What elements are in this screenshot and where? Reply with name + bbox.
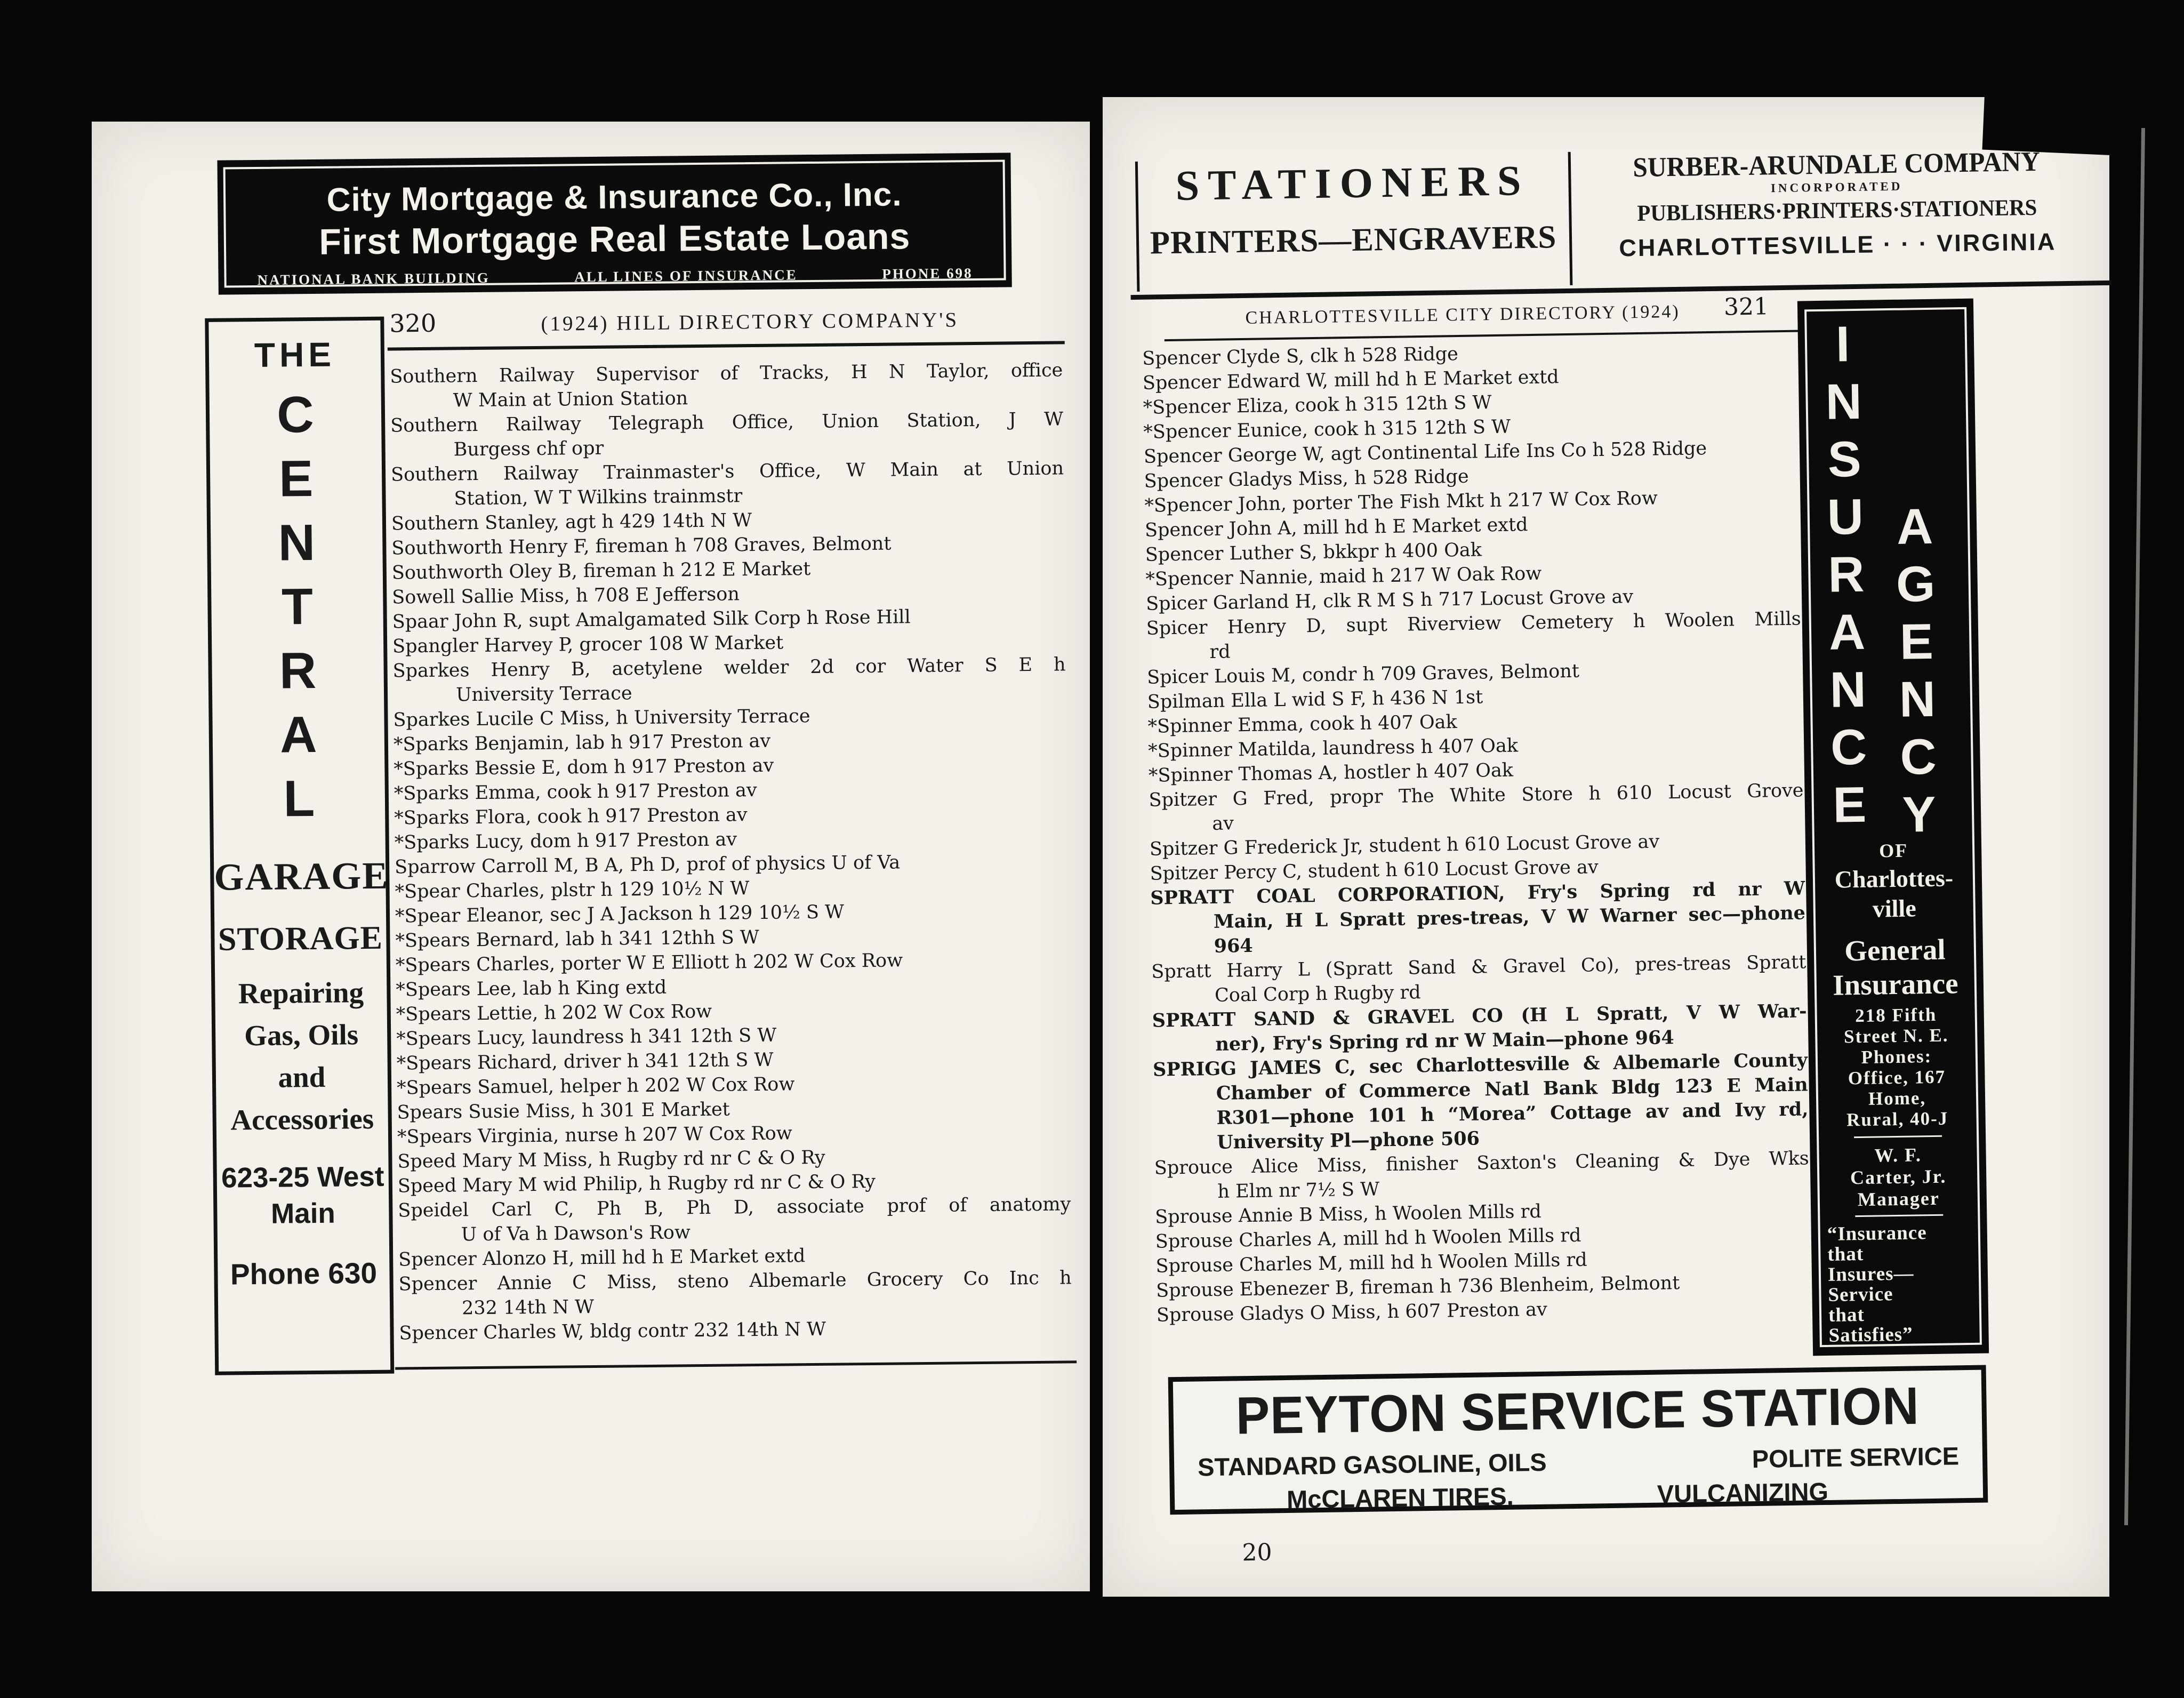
list-line: Home, — [1868, 1087, 1926, 1109]
list-line: Phones: — [1861, 1045, 1932, 1068]
entry-line: Sprouce Alice Miss, finisher Saxton's Cleaning & Dye Wks — [1154, 1148, 1810, 1179]
ad-insurance-label: Insurance — [1832, 967, 1958, 1002]
peyton-service-station-ad — [1168, 1365, 1988, 1515]
entry-line: *Spears Lucy, laundress h 341 12th S W — [396, 1024, 777, 1050]
list-line: Manager — [1857, 1187, 1940, 1211]
entry-line: Spitzer G Frederick Jr, student h 610 Locust Grove av — [1149, 831, 1660, 860]
entry-line: Sprouse Ebenezer B, fireman h 736 Blenheim, Belmont — [1155, 1272, 1680, 1302]
entry-line: Spitzer Percy C, student h 610 Locust Grove av — [1150, 856, 1599, 885]
ad-location-label: CHARLOTTESVILLE · · · VIRGINIA — [1618, 228, 2057, 262]
entry-line: Southern Railway Telegraph Office, Union Station, J W — [390, 409, 1064, 437]
list-line: Gas, Oils — [244, 1018, 359, 1052]
directory-entry — [391, 456, 1064, 511]
list-line: Accessories — [230, 1102, 374, 1136]
entry-line: *Spencer Nannie, maid h 217 W Oak Row — [1145, 563, 1542, 590]
directory-entry — [1153, 1048, 1809, 1156]
vertical-letter: E — [278, 450, 314, 508]
ad-city-name — [1806, 863, 1983, 925]
list-line: Rural, 40-J — [1846, 1108, 1949, 1131]
right-page-content — [1091, 90, 2121, 1604]
directory-entry — [1149, 778, 1804, 837]
vertical-letter: E — [1899, 613, 1934, 670]
page-number: 321 — [1723, 293, 1769, 321]
ad-left-column — [1142, 156, 1564, 262]
entry-line: Southern Stanley, agt h 429 14th N W — [391, 510, 752, 535]
ad-word-storage: STORAGE — [218, 919, 383, 958]
entry-line: *Spears Samuel, helper h 202 W Cox Row — [396, 1074, 795, 1099]
list-line: Insures— — [1827, 1262, 1914, 1286]
left-page — [92, 122, 1090, 1591]
ad-polite-service-label: POLITE SERVICE — [1752, 1441, 1960, 1473]
ad-lines-of-insurance: ALL LINES OF INSURANCE — [574, 267, 798, 285]
ad-word-garage: GARAGE — [213, 854, 389, 899]
entry-line: Spicer Henry D, supt Riverview Cemetery h Woolen Mills — [1146, 608, 1801, 639]
entry-line: *Sparks Flora, cook h 917 Preston av — [394, 804, 748, 829]
vertical-letter: E — [1832, 776, 1867, 833]
ad-phone: PHONE 698 — [882, 265, 973, 282]
entry-line: Southworth Oley B, fireman h 212 E Market — [391, 558, 811, 584]
entry-line: Spencer Gladys Miss, h 528 Ridge — [1144, 466, 1469, 492]
vertical-letter: A — [1828, 603, 1866, 660]
list-line: Charlottes- — [1834, 864, 1954, 893]
ad-gasoline-label: STANDARD GASOLINE, OILS — [1197, 1447, 1547, 1481]
directory-entry — [398, 1192, 1071, 1247]
entry-line: Spitzer G Fred, propr The White Store h 610 Locust Grove — [1149, 780, 1804, 811]
entry-line: Spencer George W, agt Continental Life Ins Co h 528 Ridge — [1143, 438, 1707, 468]
directory-entry — [1154, 1146, 1810, 1205]
entry-line: Sparkes Henry B, acetylene welder 2d cor Water S E h — [392, 654, 1066, 682]
entry-line: University Pl—phone 506 — [1216, 1127, 1480, 1154]
ad-address — [216, 1159, 389, 1233]
ad-address-phones — [1808, 1004, 1985, 1131]
vertical-letter: N — [1899, 670, 1936, 727]
ad-address: NATIONAL BANK BUILDING — [257, 269, 490, 288]
vertical-letter: A — [279, 706, 317, 764]
list-line: that — [1827, 1243, 1864, 1266]
list-line: and — [278, 1060, 326, 1094]
entry-line: *Spencer John, porter The Fish Mkt h 217 W Cox Row — [1144, 487, 1658, 517]
central-garage-ad — [205, 317, 394, 1375]
list-line: “Insurance — [1827, 1222, 1927, 1245]
ad-slogan — [1827, 1222, 1968, 1346]
ad-word-agency-vertical — [1884, 498, 1949, 844]
directory-entry — [1152, 999, 1807, 1058]
entry-line: *Sparks Benjamin, lab h 917 Preston av — [393, 730, 771, 756]
ad-phone: Phone 630 — [230, 1256, 378, 1291]
entry-line: W Main at Union Station — [453, 388, 688, 412]
directory-entry — [1150, 876, 1806, 959]
entry-line: R301—phone 101 h “Morea” Cottage av and Ivy rd, — [1216, 1098, 1809, 1129]
entry-line: *Spear Charles, plstr h 129 10½ N W — [395, 878, 750, 903]
ad-general-label: General — [1844, 933, 1946, 967]
vertical-letter: S — [1827, 430, 1862, 487]
list-line: Satisfies” — [1828, 1323, 1913, 1347]
entry-line: SPRIGG JAMES C, sec Charlottesville & Albemarle County — [1152, 1049, 1808, 1081]
entry-line: Spencer Annie C Miss, steno Albemarle Grocery Co Inc h — [398, 1267, 1072, 1295]
entry-line: Spencer John A, mill hd h E Market extd — [1144, 514, 1528, 541]
ad-station-name: PEYTON SERVICE STATION — [1235, 1376, 1920, 1446]
entry-line: *Spears Bernard, lab h 341 12thh S W — [395, 926, 759, 952]
entry-line: Sprouse Charles A, mill hd h Woolen Mills rd — [1155, 1224, 1581, 1253]
entry-line: SPRATT COAL CORPORATION, Fry's Spring rd nr W — [1150, 877, 1805, 909]
list-line: Street N. E. — [1843, 1024, 1949, 1047]
list-line: Service — [1828, 1283, 1893, 1306]
ad-company-name: SURBER-ARUNDALE COMPANY — [1632, 146, 2041, 183]
ad-printers-engravers-label: PRINTERS—ENGRAVERS — [1150, 219, 1557, 261]
header-rule — [388, 341, 1065, 350]
entry-line: Spencer Alonzo H, mill hd h E Market extd — [398, 1245, 806, 1271]
scan-edge-artifact — [2124, 128, 2145, 1525]
ad-right-column — [1580, 145, 2094, 262]
list-line: Carter, Jr. — [1850, 1165, 1947, 1189]
vertical-letter: G — [1896, 555, 1936, 612]
page-number: 320 — [389, 308, 437, 338]
scan-tear-artifact — [1982, 86, 2118, 156]
list-line: Repairing — [238, 976, 364, 1010]
list-line: W. F. — [1874, 1144, 1922, 1166]
vertical-letter: L — [283, 770, 315, 828]
entry-line: Spaar John R, supt Amalgamated Silk Corp h Rose Hill — [392, 606, 911, 633]
ad-vulcanizing-label: VULCANIZING — [1657, 1477, 1829, 1508]
directory-title: (1924) HILL DIRECTORY COMPANY'S — [541, 308, 959, 335]
ad-services — [215, 971, 388, 1141]
entry-line: Sprouse Annie B Miss, h Woolen Mills rd — [1154, 1200, 1542, 1228]
entry-line: Speed Mary M Miss, h Rugby rd nr C & O Ry — [397, 1147, 825, 1173]
list-line: Office, 167 — [1848, 1066, 1946, 1089]
vertical-letter: C — [1830, 718, 1867, 775]
entry-line: *Spears Charles, porter W E Elliott h 202 W Cox Row — [395, 950, 903, 976]
vertical-letter: C — [1899, 728, 1937, 785]
ad-word-central-vertical — [209, 382, 385, 832]
left-page-header — [389, 302, 1063, 338]
directory-entry — [392, 652, 1066, 708]
entry-line: *Sparks Bessie E, dom h 917 Preston av — [394, 755, 774, 780]
entry-line: 232 14th N W — [461, 1296, 595, 1319]
entry-line: Burgess chf opr — [453, 437, 604, 461]
entry-line: *Sparks Lucy, dom h 917 Preston av — [394, 829, 737, 854]
list-line: 218 Fifth — [1854, 1004, 1937, 1027]
entry-line: University Terrace — [455, 683, 632, 706]
vertical-letter: N — [278, 514, 316, 572]
entry-line: Sprouse Gladys O Miss, h 607 Preston av — [1156, 1299, 1548, 1326]
entry-line: *Spinner Matilda, laundress h 407 Oak — [1147, 735, 1519, 762]
city-mortgage-ad — [217, 153, 1011, 294]
entry-line: ner), Fry's Spring rd nr W Main—phone 964 — [1215, 1027, 1674, 1055]
vertical-letter: T — [281, 578, 314, 636]
entry-line: rd — [1209, 641, 1231, 663]
directory-entry — [390, 407, 1064, 462]
vertical-letter: Y — [1902, 786, 1937, 843]
ad-stationers-label: STATIONERS — [1175, 157, 1530, 210]
entry-line: av — [1211, 813, 1234, 835]
entry-line: *Spears Lettie, h 202 W Cox Row — [396, 1000, 712, 1026]
entry-line: U of Va h Dawson's Row — [461, 1222, 691, 1246]
entry-line: Speed Mary M wid Philip, h Rugby rd nr C & O Ry — [397, 1171, 876, 1197]
vertical-letter: N — [1825, 373, 1862, 430]
left-page-content — [85, 117, 1097, 1596]
entry-line: Southern Railway Supervisor of Tracks, H N Taylor, office — [390, 359, 1063, 388]
entry-line: *Spencer Eliza, cook h 315 12th S W — [1143, 392, 1492, 419]
folio-page-number: 20 — [1242, 1539, 1272, 1567]
vertical-letter: U — [1827, 488, 1864, 545]
entry-line: Southworth Henry F, fireman h 708 Graves, Belmont — [391, 533, 892, 559]
entry-line: Spicer Louis M, condr h 709 Graves, Belmont — [1146, 660, 1580, 688]
list-line: Main — [270, 1197, 336, 1230]
bottom-rule — [395, 1360, 1077, 1369]
entry-line: *Spear Eleanor, sec J A Jackson h 129 10½ S W — [395, 901, 845, 927]
entry-line: Spencer Luther S, bkkpr h 400 Oak — [1145, 539, 1482, 566]
right-page — [1103, 97, 2109, 1597]
entry-line: Spencer Edward W, mill hd h E Market extd — [1142, 366, 1559, 394]
entry-line: *Spencer Eunice, cook h 315 12th S W — [1143, 416, 1511, 443]
vertical-letter: A — [1896, 498, 1933, 555]
entry-line: Spicer Garland H, clk R M S h 717 Locust Grove av — [1145, 586, 1634, 615]
directory-entry — [398, 1266, 1072, 1321]
entry-line: Coal Corp h Rugby rd — [1214, 982, 1421, 1006]
entry-line: *Spears Lee, lab h King extd — [396, 976, 667, 1001]
entry-line: Spears Susie Miss, h 301 E Market — [397, 1099, 730, 1124]
directory-title: CHARLOTTESVILLE CITY DIRECTORY (1924) — [1245, 301, 1680, 328]
list-line: 623-25 West — [221, 1160, 384, 1194]
vertical-letter: C — [276, 386, 315, 444]
directory-entry — [1151, 950, 1806, 1008]
ad-tires-label: McCLAREN TIRES. — [1286, 1481, 1514, 1514]
vertical-letter: N — [1829, 661, 1867, 718]
entry-line: Spencer Charles W, bldg contr 232 14th N W — [399, 1318, 826, 1344]
vertical-letter: R — [1827, 546, 1865, 603]
entry-line: Spratt Harry L (Spratt Sand & Gravel Co), pres-treas Spratt — [1151, 951, 1806, 983]
entry-line: Sparkes Lucile C Miss, h University Terrace — [393, 706, 810, 731]
ad-bottom-rule — [1131, 281, 2112, 300]
entry-line: Sparrow Carroll M, B A, Ph D, prof of physics U of Va — [394, 852, 901, 878]
list-line: ville — [1872, 894, 1917, 923]
vertical-letter: R — [279, 642, 317, 700]
entry-line: 964 — [1214, 934, 1254, 957]
ad-tagline: First Mortgage Real Estate Loans — [319, 216, 911, 262]
entry-line: *Spears Richard, driver h 341 12th S W — [396, 1049, 774, 1075]
directory-listings-left — [390, 358, 1072, 1345]
entry-line: Station, W T Wilkins trainmstr — [454, 485, 743, 510]
entry-line: Speidel Carl C, Ph B, Ph D, associate prof of anatomy — [398, 1194, 1071, 1222]
entry-line: SPRATT SAND & GRAVEL CO (H L Spratt, V W War- — [1152, 1000, 1807, 1032]
entry-line: Spangler Harvey P, grocer 108 W Market — [392, 632, 784, 658]
directory-listings-right — [1142, 337, 1811, 1328]
entry-line: Main, H L Spratt pres-treas, V W Warner sec—phone — [1213, 902, 1806, 933]
ad-publishers-label: PUBLISHERS·PRINTERS·STATIONERS — [1637, 195, 2037, 226]
directory-entry — [390, 358, 1063, 413]
vertical-letter: I — [1835, 316, 1850, 372]
entry-line: Sowell Sallie Miss, h 708 E Jefferson — [392, 583, 740, 608]
list-line: that — [1828, 1303, 1865, 1326]
ad-word-the: THE — [254, 335, 336, 375]
entry-line: *Sparks Emma, cook h 917 Preston av — [394, 780, 757, 805]
entry-line: Southern Railway Trainmaster's Office, W Main at Union — [390, 458, 1064, 486]
ad-row2 — [1175, 1475, 1984, 1516]
entry-line: *Spears Virginia, nurse h 207 W Cox Row — [397, 1123, 792, 1148]
ad-divider-rule — [1568, 152, 1573, 285]
entry-line: Sprouse Charles M, mill hd h Woolen Mills rd — [1155, 1249, 1587, 1277]
entry-line: Spilman Ella L wid S F, h 436 N 1st — [1147, 686, 1483, 713]
ad-company-name: City Mortgage & Insurance Co., Inc. — [326, 176, 902, 219]
entry-line: *Spinner Emma, cook h 407 Oak — [1147, 711, 1458, 738]
directory-entry — [1146, 607, 1801, 666]
ad-word-of: OF — [1878, 839, 1908, 862]
insurance-agency-ad — [1797, 299, 1989, 1356]
entry-line: Chamber of Commerce Natl Bank Bldg 123 E Main — [1216, 1074, 1808, 1104]
ad-left-rule — [1135, 162, 1140, 292]
entry-line: *Spinner Thomas A, hostler h 407 Oak — [1148, 759, 1514, 787]
entry-line: h Elm nr 7½ S W — [1217, 1179, 1380, 1203]
surber-arundale-ad — [1135, 143, 2103, 300]
ad-manager — [1810, 1143, 1987, 1211]
ad-footer — [226, 265, 1003, 289]
ad-incorporated-label: INCORPORATED — [1770, 179, 1903, 195]
ad-word-insurance-vertical — [1812, 315, 1880, 834]
entry-line: Spencer Clyde S, clk h 528 Ridge — [1142, 343, 1459, 370]
ad-border — [223, 159, 1006, 287]
